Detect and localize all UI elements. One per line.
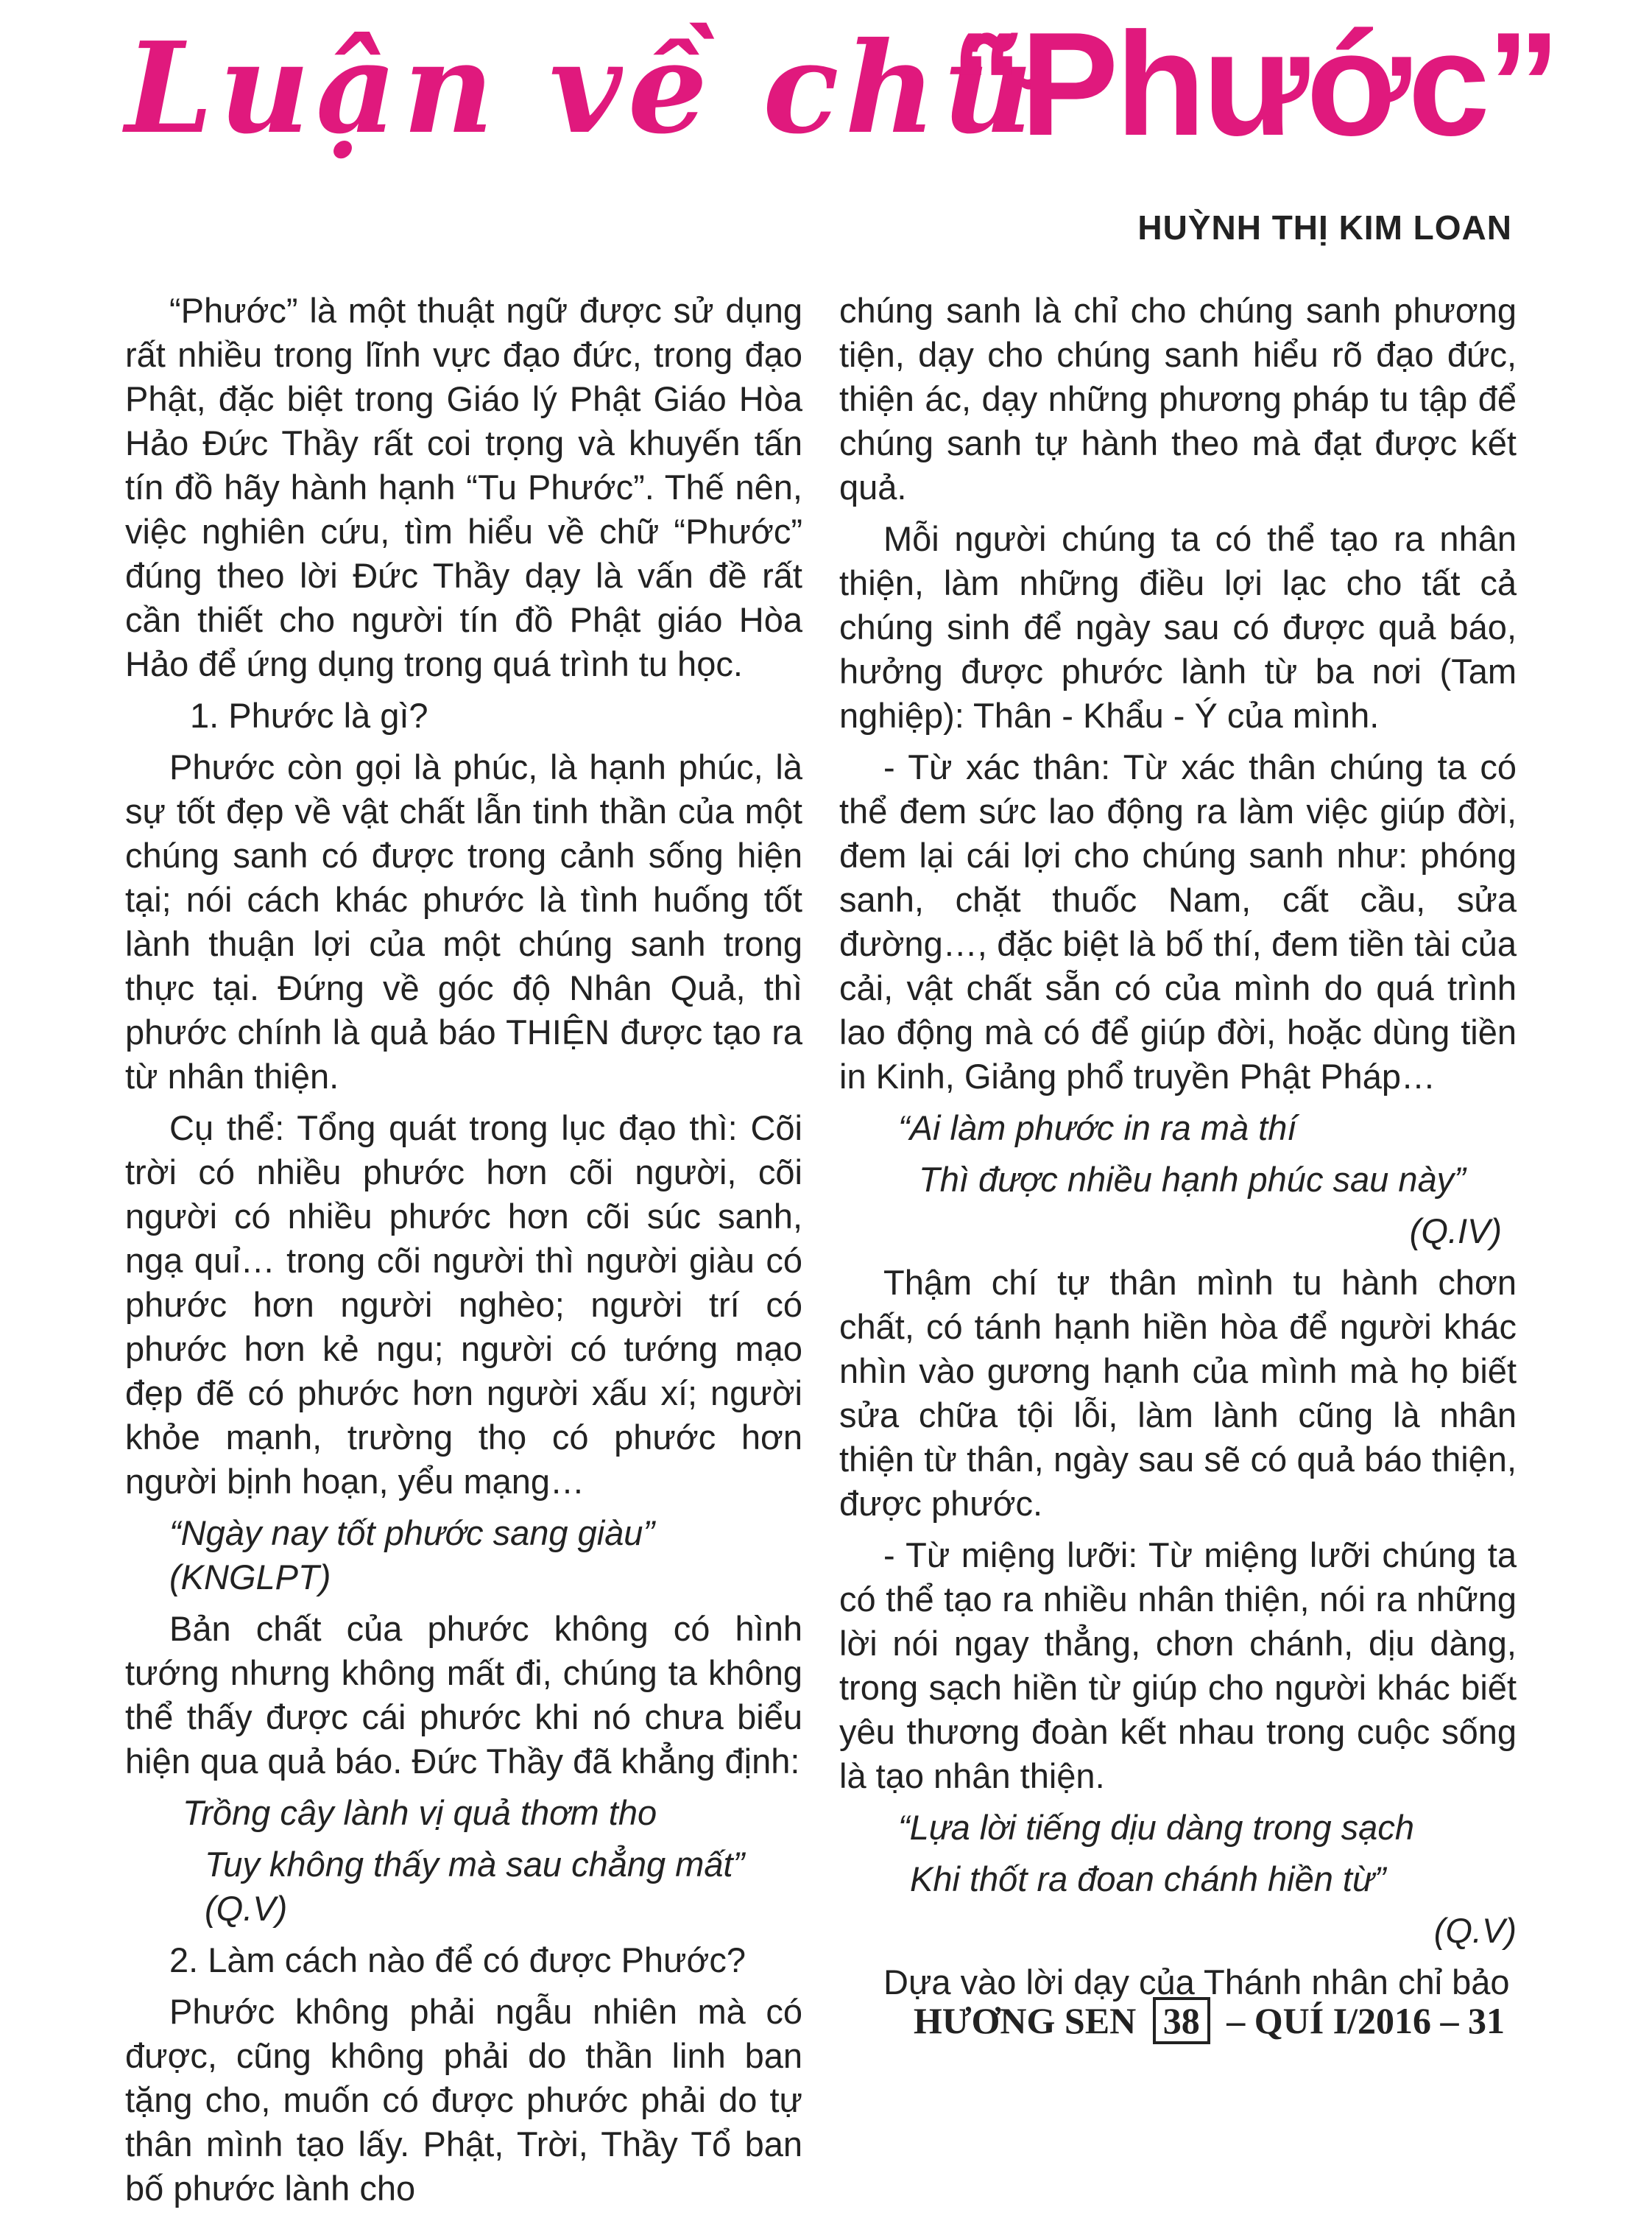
paragraph: Phước không phải ngẫu nhiên mà có được, cũng không phải do thần linh ban tặng cho, muốn có được phước phải do tự thân mình tạo lấy. Phật, Trời, Thầy Tổ ban bố phước lành cho	[125, 1992, 802, 2208]
title-highlight-word: “Phước”	[950, 2, 1558, 166]
paragraph: Mỗi người chúng ta có thể tạo ra nhân thiện, làm những điều lợi lạc cho tất cả chúng sinh để ngày sau có được quả báo, hưởng được phước lành từ ba nơi (Tam nghiệp): Thân - Khẩu - Ý của mình.	[839, 519, 1517, 735]
paragraph: Thậm chí tự thân mình tu hành chơn chất, có tánh hạnh hiền hòa để người khác nhìn vào gương hạnh của mình mà họ biết sửa chữa tội lỗi, làm lành cũng là nhân thiện từ thân, ngày sau sẽ có quả báo thiện, được phước.	[839, 1263, 1517, 1523]
section-heading: 1. Phước là gì?	[190, 696, 428, 735]
paragraph: Dựa vào lời dạy của Thánh nhân chỉ bảo	[883, 1962, 1510, 2002]
paragraph: “Phước” là một thuật ngữ được sử dụng rất nhiều trong lĩnh vực đạo đức, trong đạo Phật, đặc biệt trong Giáo lý Phật Giáo Hòa Hảo Đức Thầy rất coi trọng và khuyến tấn tín đồ hãy hành hạnh “Tu Phước”. Thế nên, việc nghiên cứu, tìm hiểu về chữ “Phước” đúng theo lời Đức Thầy dạy là vấn đề rất cần thiết cho người tín đồ Phật giáo Hòa Hảo để ứng dụng trong quá trình tu học.	[125, 291, 802, 683]
verse-line: “Ai làm phước in ra mà thí	[898, 1108, 1297, 1147]
verse-citation: (Q.V)	[1433, 1911, 1517, 1950]
issue-number: 38	[1153, 1997, 1210, 2044]
author-name: HUỲNH THỊ KIM LOAN	[1137, 208, 1512, 247]
verse-citation: (Q.IV)	[1409, 1211, 1502, 1250]
paragraph: - Từ miệng lưỡi: Từ miệng lưỡi chúng ta có thể tạo ra nhiều nhân thiện, nói ra những lời nói ngay thẳng, chơn chánh, dịu dàng, trong sạch hiền từ giúp cho người khác biết yêu thương đoàn kết nhau trong cuộc sống là tạo nhân thiện.	[839, 1535, 1517, 1795]
verse-line: Khi thốt ra đoan chánh hiền từ”	[910, 1859, 1386, 1898]
paragraph: Bản chất của phước không có hình tướng nhưng không mất đi, chúng ta không thể thấy được cái phước khi nó chưa biểu hiện qua quả báo. Đức Thầy đã khẳng định:	[125, 1609, 802, 1781]
article-title	[125, 2, 1568, 191]
magazine-name: HƯƠNG SEN	[913, 2000, 1137, 2041]
left-column	[125, 289, 802, 2218]
verse-line: Trồng cây lành vị quả thơm tho	[183, 1793, 657, 1832]
verse-line: Tuy không thấy mà sau chẳng mất” (Q.V)	[205, 1845, 745, 1928]
verse-line: “Lựa lời tiếng dịu dàng trong sạch	[898, 1808, 1414, 1847]
page-number: 31	[1468, 2000, 1505, 2041]
section-heading: 2. Làm cách nào để có được Phước?	[169, 1940, 746, 1979]
paragraph: Phước còn gọi là phúc, là hạnh phúc, là sự tốt đẹp về vật chất lẫn tinh thần của một chúng sanh có được trong cảnh sống hiện tại; nói cách khác phước là tình huống tốt lành thuận lợi của một chúng sanh trong thực tại. Đứng về góc độ Nhân Quả, thì phước chính là quả báo THIỆN được tạo ra từ nhân thiện.	[125, 747, 802, 1096]
paragraph: Cụ thể: Tổng quát trong lục đạo thì: Cõi trời có nhiều phước hơn cõi người, cõi người có nhiều phước hơn cõi súc sanh, ngạ quỉ… trong cõi người thì người giàu có phước hơn người nghèo; người trí có phước hơn kẻ ngu; người có tướng mạo đẹp đẽ có phước hơn người xấu xí; người khỏe mạnh, trường thọ có phước hơn người bịnh hoạn, yểu mạng…	[125, 1108, 802, 1501]
quote-line: “Ngày nay tốt phước sang giàu” (KNGLPT)	[169, 1513, 655, 1596]
paragraph: - Từ xác thân: Từ xác thân chúng ta có thể đem sức lao động ra làm việc giúp đời, đem lại cái lợi cho chúng sanh như: phóng sanh, chặt thuốc Nam, cất cầu, sửa đường…, đặc biệt là bố thí, đem tiền tài của cải, vật chất sẵn có của mình do quá trình lao động mà có để giúp đời, hoặc dùng tiền in Kinh, Giảng phổ truyền Phật Pháp…	[839, 747, 1517, 1096]
right-column	[839, 289, 1517, 2012]
title-script-text: Luận về chữ	[125, 15, 1039, 162]
page-footer	[914, 1997, 1505, 2044]
verse-line: Thì được nhiều hạnh phúc sau này”	[919, 1160, 1466, 1199]
issue-period: – QUÍ I/2016 –	[1226, 2000, 1459, 2041]
paragraph: chúng sanh là chỉ cho chúng sanh phương tiện, dạy cho chúng sanh hiểu rõ đạo đức, thiện ác, dạy những phương pháp tu tập để chúng sanh tự hành theo mà đạt được kết quả.	[839, 291, 1517, 507]
